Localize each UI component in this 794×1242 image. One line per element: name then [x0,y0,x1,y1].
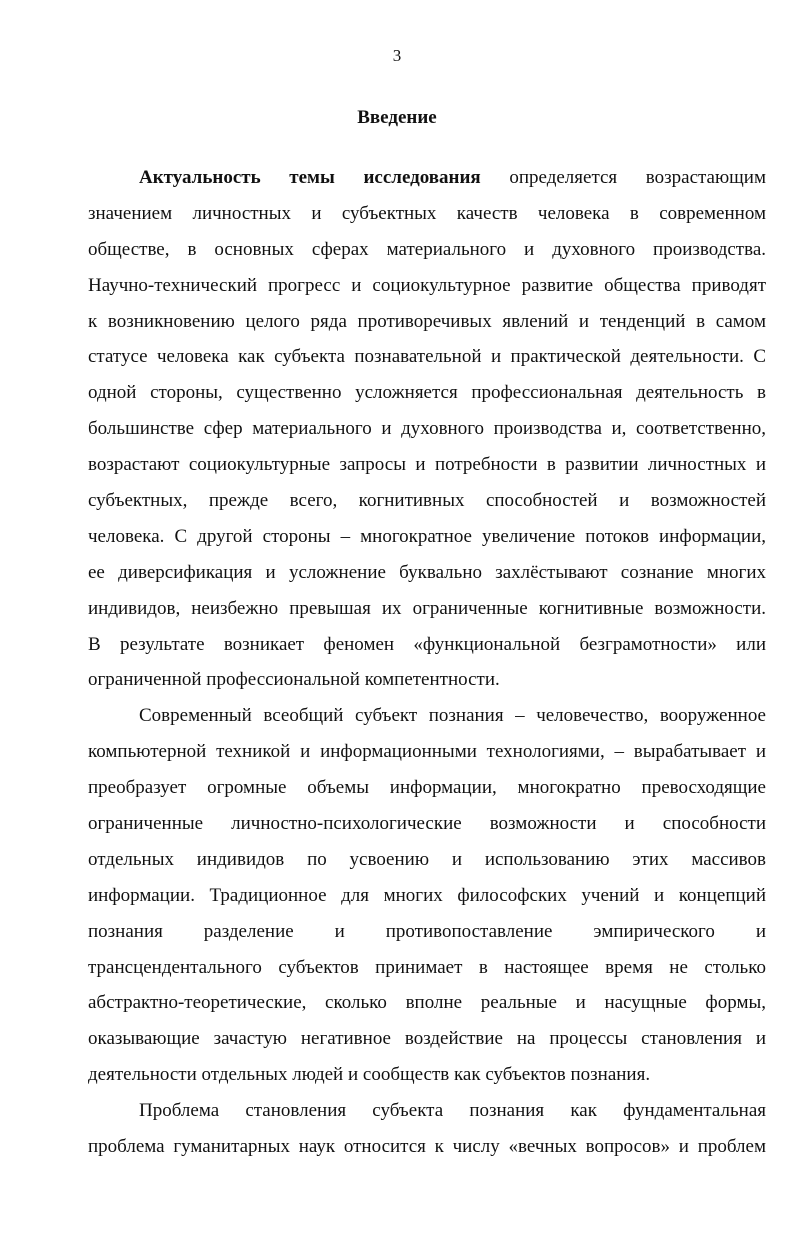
paragraph-2-line-5: отдельных индивидов по усвоению и использованию этих массивов [88,848,766,870]
paragraph-1-line-5: к возникновению целого ряда противоречивых явлений и тенденций в самом [88,310,766,332]
paragraph-1-line-12: ее диверсификация и усложнение буквально захлёстывают сознание многих [88,561,766,583]
paragraph-1-line-9: возрастают социокультурные запросы и потребности в развитии личностных и [88,454,766,476]
paragraph-1-line-2: значением личностных и субъектных качеств человека в современном [88,202,766,224]
page-number: 3 [392,46,402,65]
body-text [88,160,766,1165]
section-heading: Введение [357,107,437,128]
paragraph-1-line-8: большинстве сфер материального и духовного производства и, соответственно, [88,418,766,440]
paragraph-2-line-4: ограниченные личностно-психологические возможности и способности [88,813,766,835]
topic-relevance-label: Актуальность темы исследования [139,167,481,188]
paragraph-1-line-4: Научно-технический прогресс и социокультурное развитие общества приводят [88,274,766,296]
paragraph-1-line-3: обществе, в основных сферах материального и духовного производства. [88,238,766,260]
paragraph-2-line-1: Современный всеобщий субъект познания – человечество, вооруженное [139,705,766,727]
paragraph-1-line-6: статусе человека как субъекта познавательной и практической деятельности. С [88,346,766,368]
paragraph-2-line-3: преобразует огромные объемы информации, многократно превосходящие [88,777,766,799]
paragraph-2-line-2: компьютерной техникой и информационными технологиями, – вырабатывает и [88,741,766,763]
paragraph-1-line-13: индивидов, неизбежно превышая их ограниченные когнитивные возможности. [88,597,766,619]
paragraph-1-line-14: В результате возникает феномен «функциональной безграмотности» или [88,633,766,655]
paragraph-2-line-11: деятельности отдельных людей и сообществ как субъектов познания. [88,1064,651,1086]
paragraph-1-line-10: субъектных, прежде всего, когнитивных способностей и возможностей [88,490,766,512]
paragraph-2-line-7: познания разделение и противопоставление эмпирического и [88,920,766,942]
paragraph-2-line-10: оказывающие зачастую негативное воздействие на процессы становления и [88,1028,766,1050]
paragraph-2-line-6: информации. Традиционное для многих философских учений и концепций [88,884,766,906]
paragraph-1-line-11: человека. С другой стороны – многократное увеличение потоков информации, [88,525,766,547]
paragraph-3-line-2: проблема гуманитарных наук относится к числу «вечных вопросов» и проблем [88,1136,766,1158]
paragraph-2-line-8: трансцендентального субъектов принимает в настоящее время не столько [88,956,766,978]
paragraph-1-line-7: одной стороны, существенно усложняется профессиональная деятельность в [88,382,766,404]
paragraph-1-line-15: ограниченной профессиональной компетентности. [88,669,500,691]
paragraph-2-line-9: абстрактно-теоретические, сколько вполне реальные и насущные формы, [88,992,766,1014]
paragraph-1-line-1: Актуальность темы исследования определяется возрастающим [139,167,766,188]
paragraph-3-line-1: Проблема становления субъекта познания как фундаментальная [139,1100,766,1122]
